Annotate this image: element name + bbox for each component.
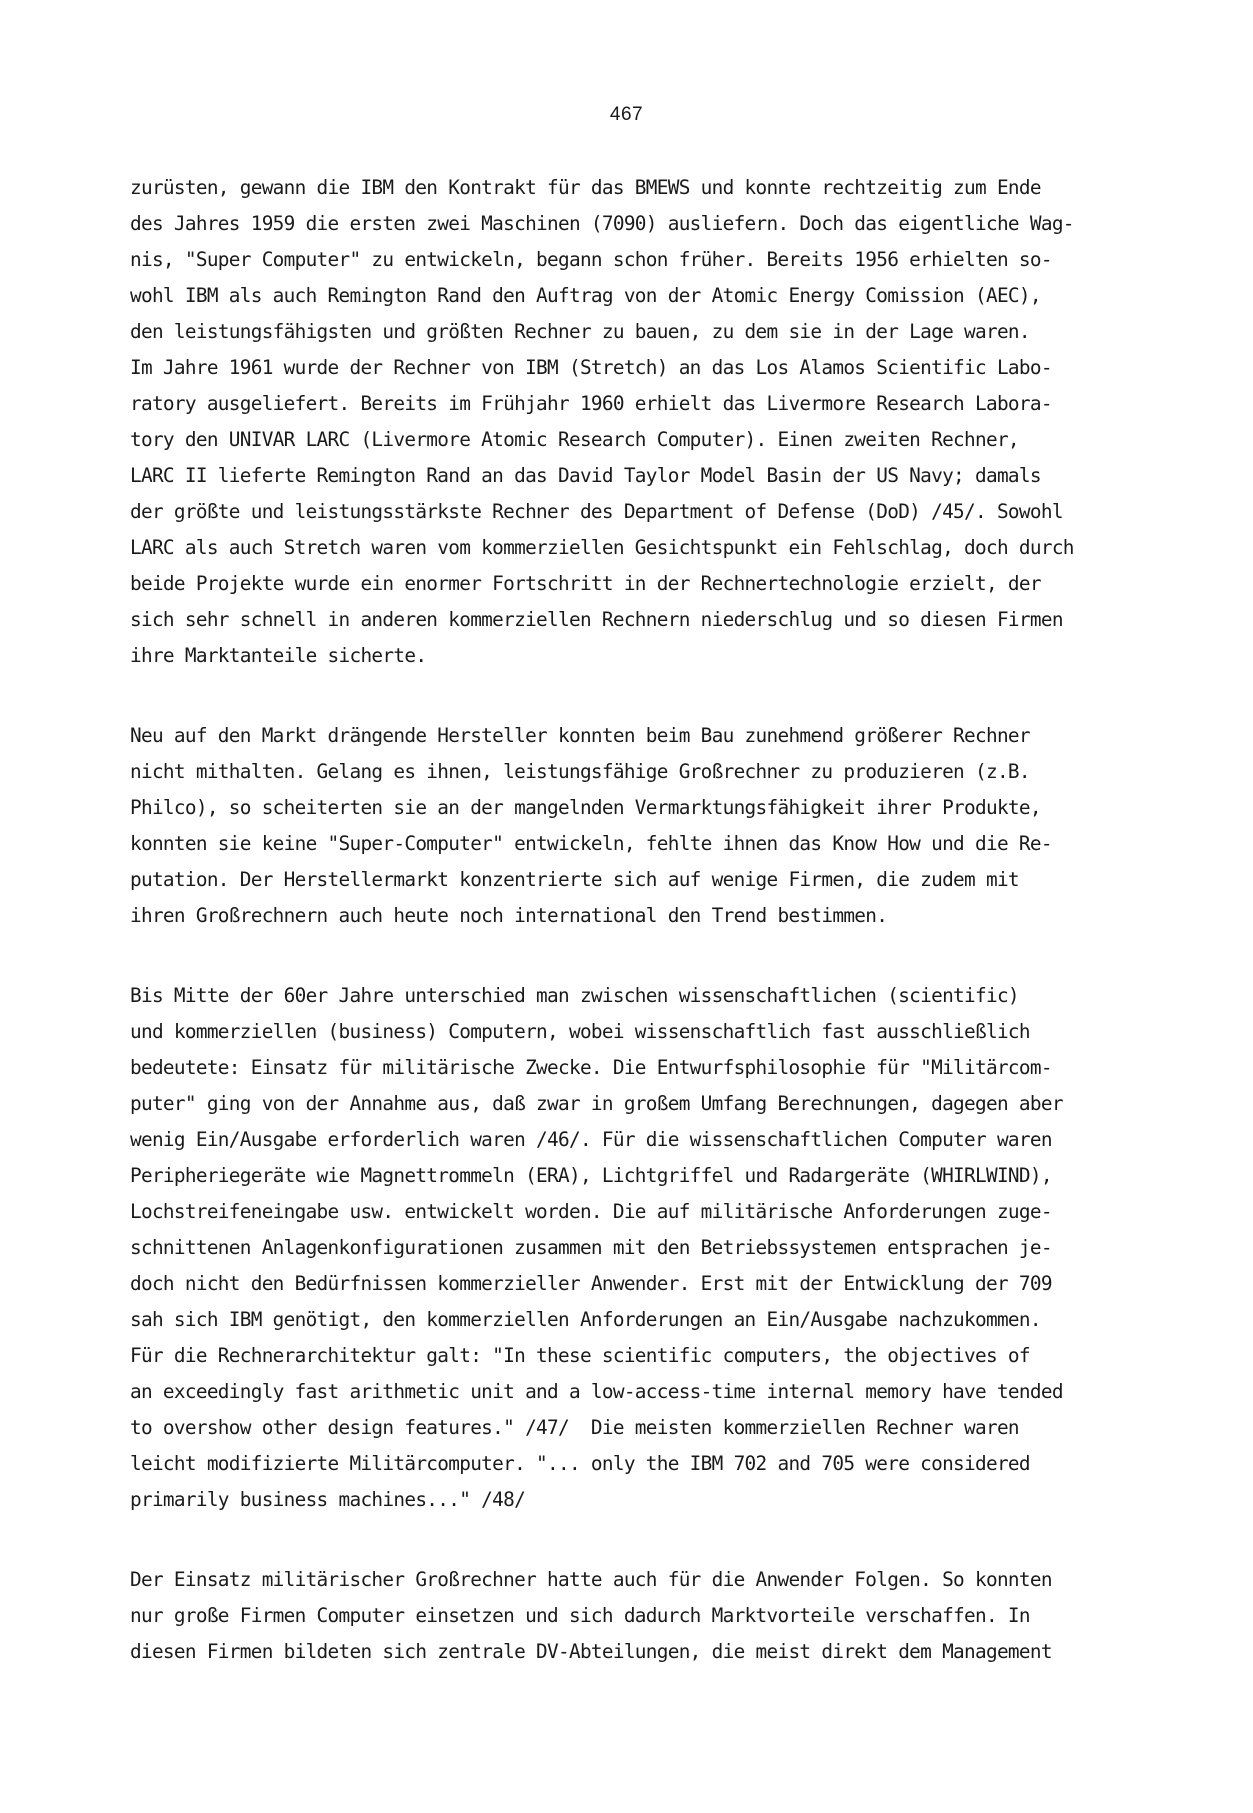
text-line: nur große Firmen Computer einsetzen und sich dadurch Marktvorteile verschaffen. In — [130, 1604, 1030, 1627]
document-body — [130, 170, 1140, 1714]
text-line: beide Projekte wurde ein enormer Fortschritt in der Rechnertechnologie erzielt, der — [130, 572, 1041, 595]
page-number: 467 — [609, 104, 644, 125]
paragraph — [130, 170, 1140, 674]
text-line: Neu auf den Markt drängende Hersteller konnten beim Bau zunehmend größerer Rechner — [130, 724, 1030, 747]
text-line: primarily business machines..." /48/ — [130, 1488, 526, 1511]
text-line: des Jahres 1959 die ersten zwei Maschinen (7090) ausliefern. Doch das eigentliche Wag- — [130, 212, 1074, 235]
text-line: ihren Großrechnern auch heute noch international den Trend bestimmen. — [130, 904, 888, 927]
text-line: ihre Marktanteile sicherte. — [130, 644, 427, 667]
text-line: ratory ausgeliefert. Bereits im Frühjahr 1960 erhielt das Livermore Research Labora- — [130, 392, 1052, 415]
text-line: nicht mithalten. Gelang es ihnen, leistungsfähige Großrechner zu produzieren (z.B. — [130, 760, 1030, 783]
text-line: to overshow other design features." /47/ Die meisten kommerziellen Rechner waren — [130, 1416, 1019, 1439]
text-line: LARC II lieferte Remington Rand an das David Taylor Model Basin der US Navy; damals — [130, 464, 1041, 487]
text-line: nis, "Super Computer" zu entwickeln, begann schon früher. Bereits 1956 erhielten so- — [130, 248, 1052, 271]
text-line: tory den UNIVAR LARC (Livermore Atomic Research Computer). Einen zweiten Rechner, — [130, 428, 1019, 451]
text-line: Philco), so scheiterten sie an der mangelnden Vermarktungsfähigkeit ihrer Produkte, — [130, 796, 1041, 819]
text-line: leicht modifizierte Militärcomputer. "... only the IBM 702 and 705 were considered — [130, 1452, 1030, 1475]
text-line: Lochstreifeneingabe usw. entwickelt worden. Die auf militärische Anforderungen zuge- — [130, 1200, 1052, 1223]
text-line: diesen Firmen bildeten sich zentrale DV-Abteilungen, die meist direkt dem Management — [130, 1640, 1052, 1663]
text-line: LARC als auch Stretch waren vom kommerziellen Gesichtspunkt ein Fehlschlag, doch durch — [130, 536, 1074, 559]
text-line: bedeutete: Einsatz für militärische Zwecke. Die Entwurfsphilosophie für "Militärcom- — [130, 1056, 1052, 1079]
text-line: Peripheriegeräte wie Magnettrommeln (ERA), Lichtgriffel und Radargeräte (WHIRLWIND), — [130, 1164, 1052, 1187]
paragraph — [130, 718, 1140, 934]
text-line: Bis Mitte der 60er Jahre unterschied man zwischen wissenschaftlichen (scientific) — [130, 984, 1019, 1007]
paragraph — [130, 978, 1140, 1518]
text-line: doch nicht den Bedürfnissen kommerzieller Anwender. Erst mit der Entwicklung der 709 — [130, 1272, 1052, 1295]
text-line: wenig Ein/Ausgabe erforderlich waren /46/. Für die wissenschaftlichen Computer waren — [130, 1128, 1052, 1151]
text-line: und kommerziellen (business) Computern, wobei wissenschaftlich fast ausschließlich — [130, 1020, 1030, 1043]
text-line: Für die Rechnerarchitektur galt: "In these scientific computers, the objectives of — [130, 1344, 1030, 1367]
text-line: Im Jahre 1961 wurde der Rechner von IBM (Stretch) an das Los Alamos Scientific Labo- — [130, 356, 1052, 379]
text-line: schnittenen Anlagenkonfigurationen zusammen mit den Betriebssystemen entsprachen je- — [130, 1236, 1052, 1259]
text-line: den leistungsfähigsten und größten Rechner zu bauen, zu dem sie in der Lage waren. — [130, 320, 1030, 343]
text-line: sah sich IBM genötigt, den kommerziellen Anforderungen an Ein/Ausgabe nachzukommen. — [130, 1308, 1041, 1331]
text-line: der größte und leistungsstärkste Rechner des Department of Defense (DoD) /45/. Sowohl — [130, 500, 1063, 523]
text-line: sich sehr schnell in anderen kommerziellen Rechnern niederschlug und so diesen Firmen — [130, 608, 1063, 631]
paragraph — [130, 1562, 1140, 1670]
text-line: Der Einsatz militärischer Großrechner hatte auch für die Anwender Folgen. So konnten — [130, 1568, 1052, 1591]
text-line: zurüsten, gewann die IBM den Kontrakt für das BMEWS und konnte rechtzeitig zum Ende — [130, 176, 1041, 199]
text-line: wohl IBM als auch Remington Rand den Auftrag von der Atomic Energy Comission (AEC), — [130, 284, 1041, 307]
text-line: konnten sie keine "Super-Computer" entwickeln, fehlte ihnen das Know How und die Re- — [130, 832, 1052, 855]
text-line: an exceedingly fast arithmetic unit and a low-access-time internal memory have tended — [130, 1380, 1063, 1403]
text-line: putation. Der Herstellermarkt konzentrierte sich auf wenige Firmen, die zudem mit — [130, 868, 1019, 891]
text-line: puter" ging von der Annahme aus, daß zwar in großem Umfang Berechnungen, dagegen aber — [130, 1092, 1063, 1115]
